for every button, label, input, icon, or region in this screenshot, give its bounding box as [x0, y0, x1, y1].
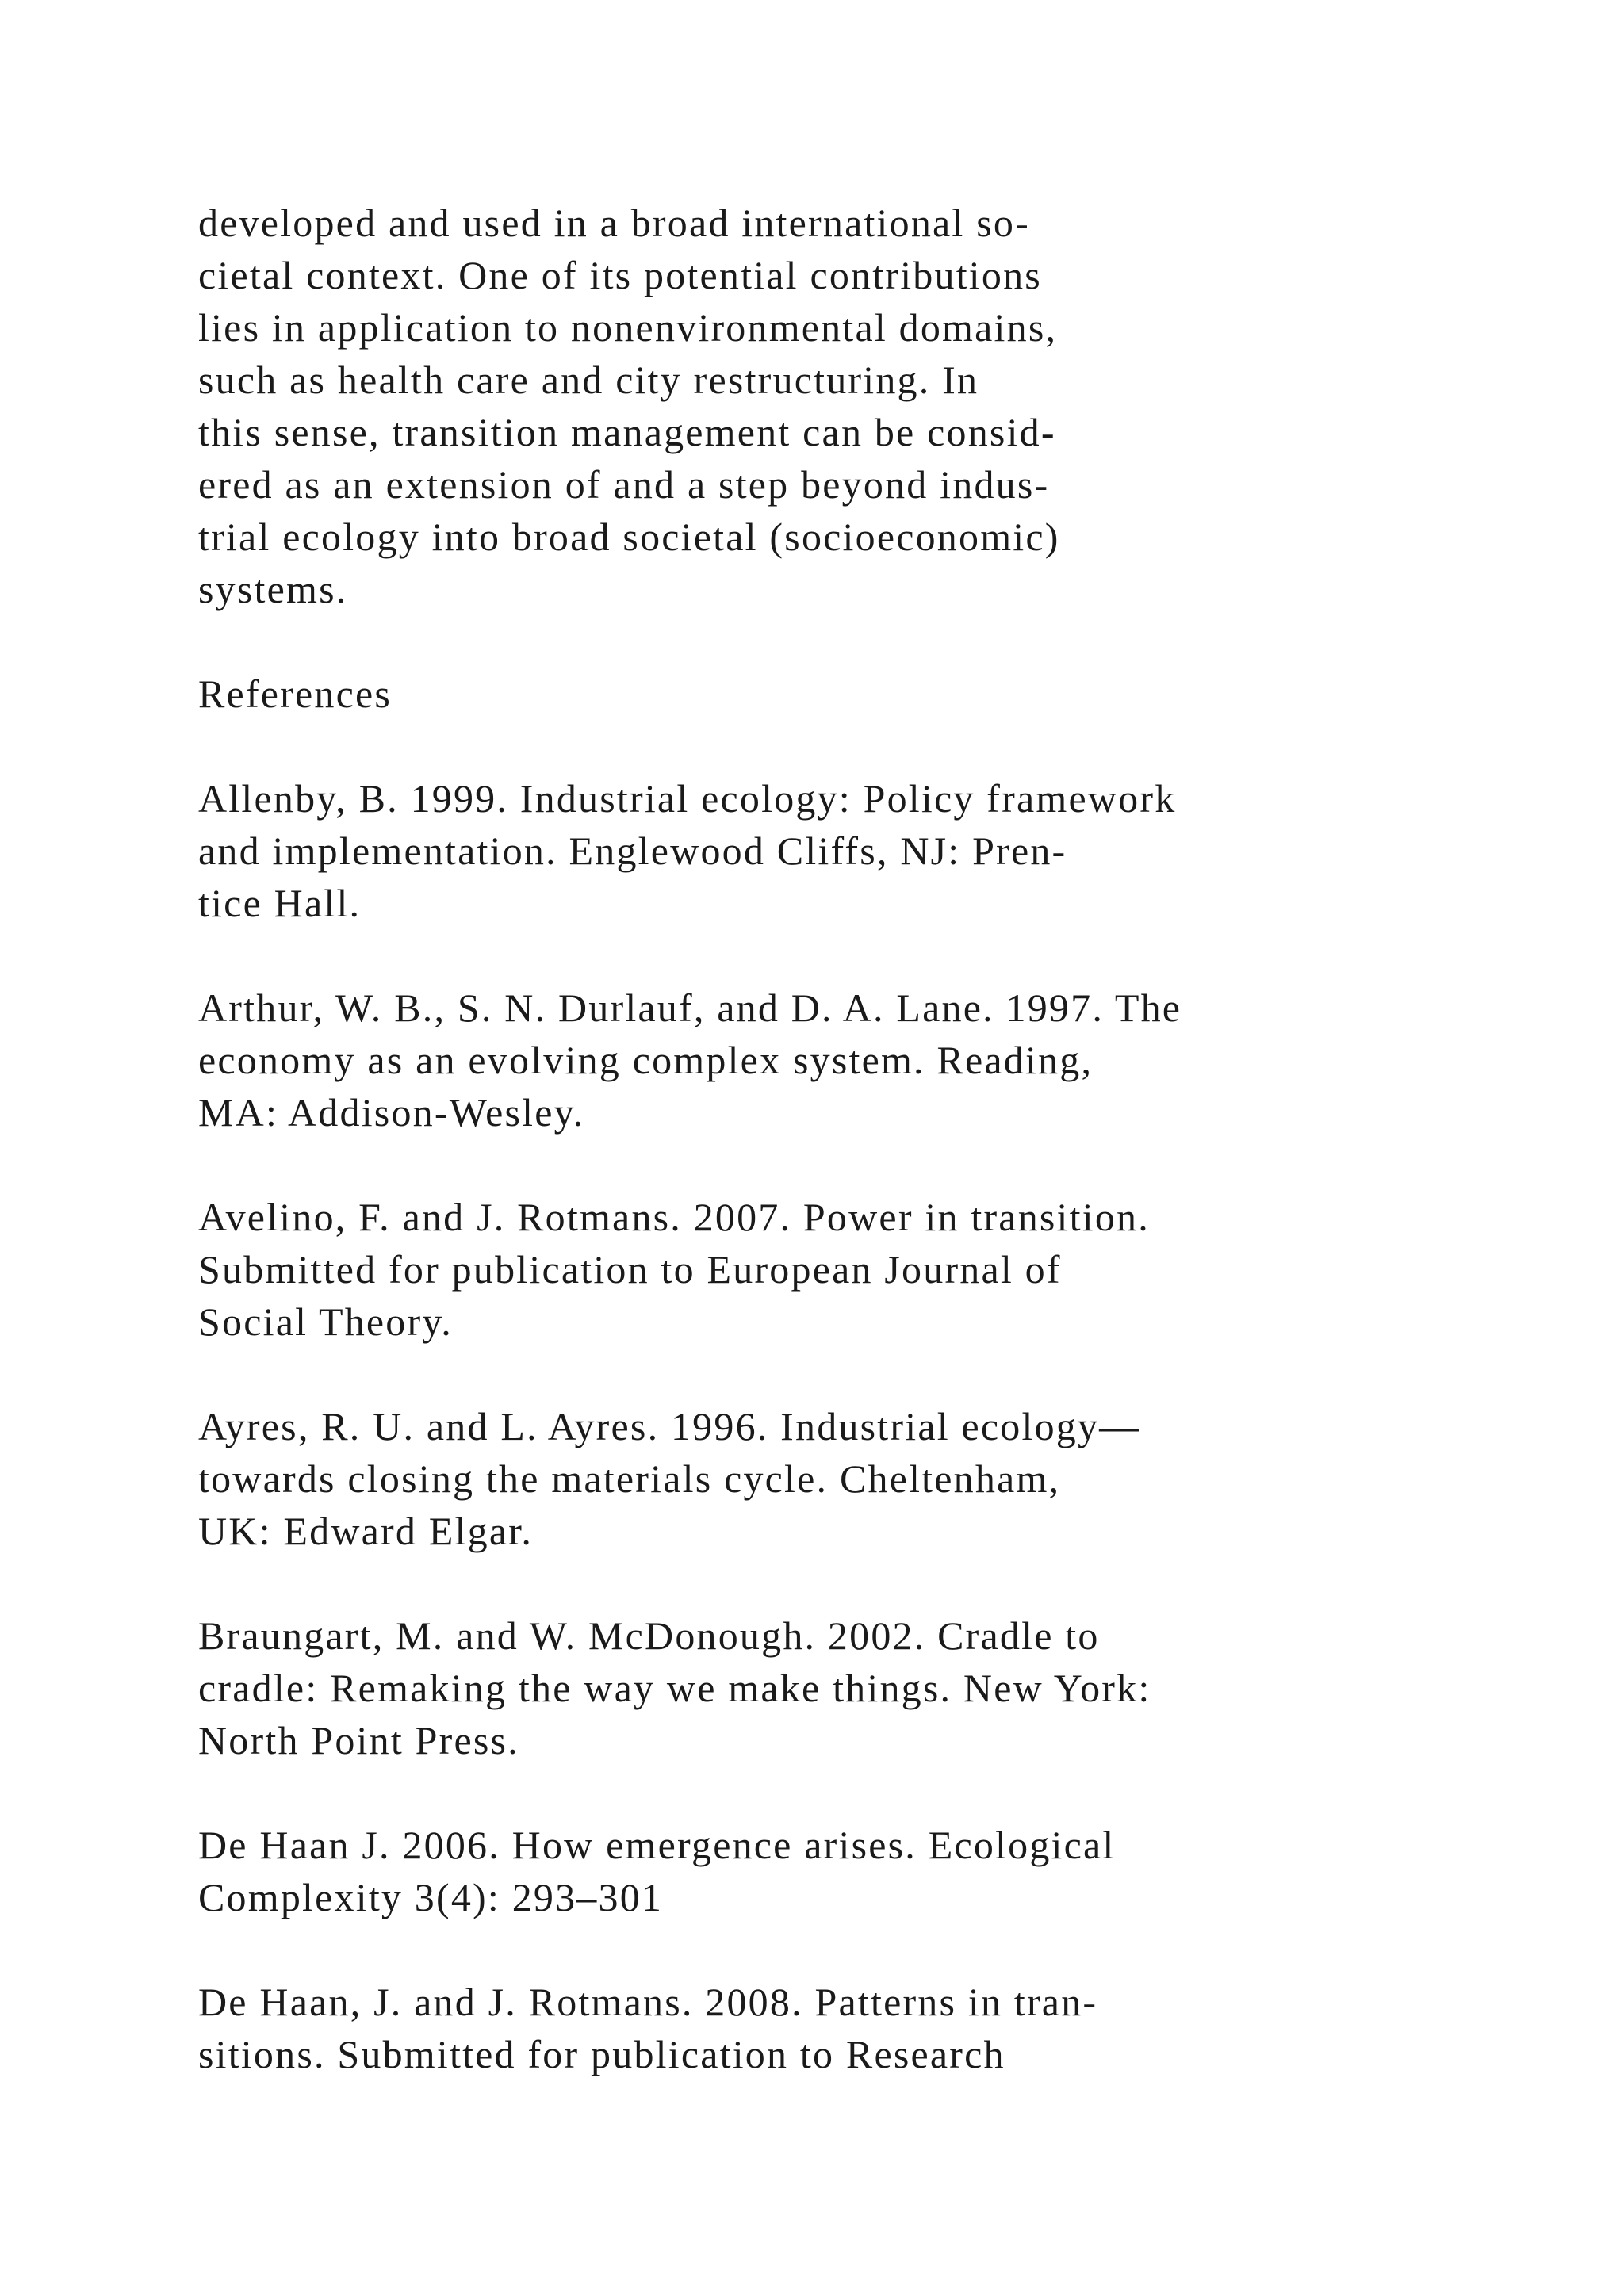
intro-line: cietal context. One of its potential contributions — [198, 253, 1042, 297]
reference-line: tice Hall. — [198, 881, 362, 925]
reference-line: Social Theory. — [198, 1299, 454, 1344]
intro-line: developed and used in a broad international so- — [198, 201, 1030, 245]
intro-line: this sense, transition management can be consid- — [198, 410, 1056, 454]
paragraph-gap — [198, 720, 1546, 772]
references-heading: References — [198, 672, 393, 716]
reference-entry — [198, 982, 1546, 1138]
reference-line: Submitted for publication to European Journal of — [198, 1247, 1062, 1292]
reference-line: MA: Addison-Wesley. — [198, 1090, 585, 1135]
document-page — [198, 197, 1546, 2080]
intro-line: ered as an extension of and a step beyond indus- — [198, 462, 1050, 507]
paragraph-gap — [198, 1923, 1546, 1976]
reference-line: Allenby, B. 1999. Industrial ecology: Policy framework — [198, 776, 1177, 821]
paragraph-gap — [198, 615, 1546, 668]
reference-line: cradle: Remaking the way we make things. New York: — [198, 1666, 1151, 1710]
reference-line: Complexity 3(4): 293–301 — [198, 1875, 664, 1919]
reference-line: De Haan, J. and J. Rotmans. 2008. Patterns in tran- — [198, 1980, 1098, 2024]
paragraph-gap — [198, 1766, 1546, 1819]
reference-line: North Point Press. — [198, 1718, 519, 1762]
intro-paragraph — [198, 197, 1546, 615]
intro-line: trial ecology into broad societal (socioeconomic) — [198, 515, 1060, 559]
reference-line: UK: Edward Elgar. — [198, 1509, 534, 1553]
reference-entry — [198, 772, 1546, 929]
paragraph-gap — [198, 1348, 1546, 1400]
reference-entry — [198, 1819, 1546, 1923]
reference-line: Braungart, M. and W. McDonough. 2002. Cradle to — [198, 1613, 1100, 1658]
reference-entry — [198, 1191, 1546, 1348]
reference-line: towards closing the materials cycle. Cheltenham, — [198, 1456, 1061, 1501]
reference-line: Avelino, F. and J. Rotmans. 2007. Power in transition. — [198, 1195, 1150, 1239]
reference-line: sitions. Submitted for publication to Research — [198, 2032, 1005, 2076]
reference-line: De Haan J. 2006. How emergence arises. Ecological — [198, 1823, 1116, 1867]
intro-line: such as health care and city restructuring. In — [198, 358, 979, 402]
reference-line: Arthur, W. B., S. N. Durlauf, and D. A. Lane. 1997. The — [198, 985, 1182, 1030]
reference-entry — [198, 1609, 1546, 1766]
reference-line: Ayres, R. U. and L. Ayres. 1996. Industrial ecology— — [198, 1404, 1141, 1448]
intro-line: lies in application to nonenvironmental domains, — [198, 305, 1058, 350]
paragraph-gap — [198, 1138, 1546, 1191]
reference-entry — [198, 1400, 1546, 1557]
reference-entry — [198, 1976, 1546, 2080]
paragraph-gap — [198, 1557, 1546, 1609]
reference-line: and implementation. Englewood Cliffs, NJ: Pren- — [198, 828, 1067, 873]
reference-line: economy as an evolving complex system. Reading, — [198, 1038, 1094, 1082]
paragraph-gap — [198, 929, 1546, 982]
intro-line: systems. — [198, 567, 348, 611]
